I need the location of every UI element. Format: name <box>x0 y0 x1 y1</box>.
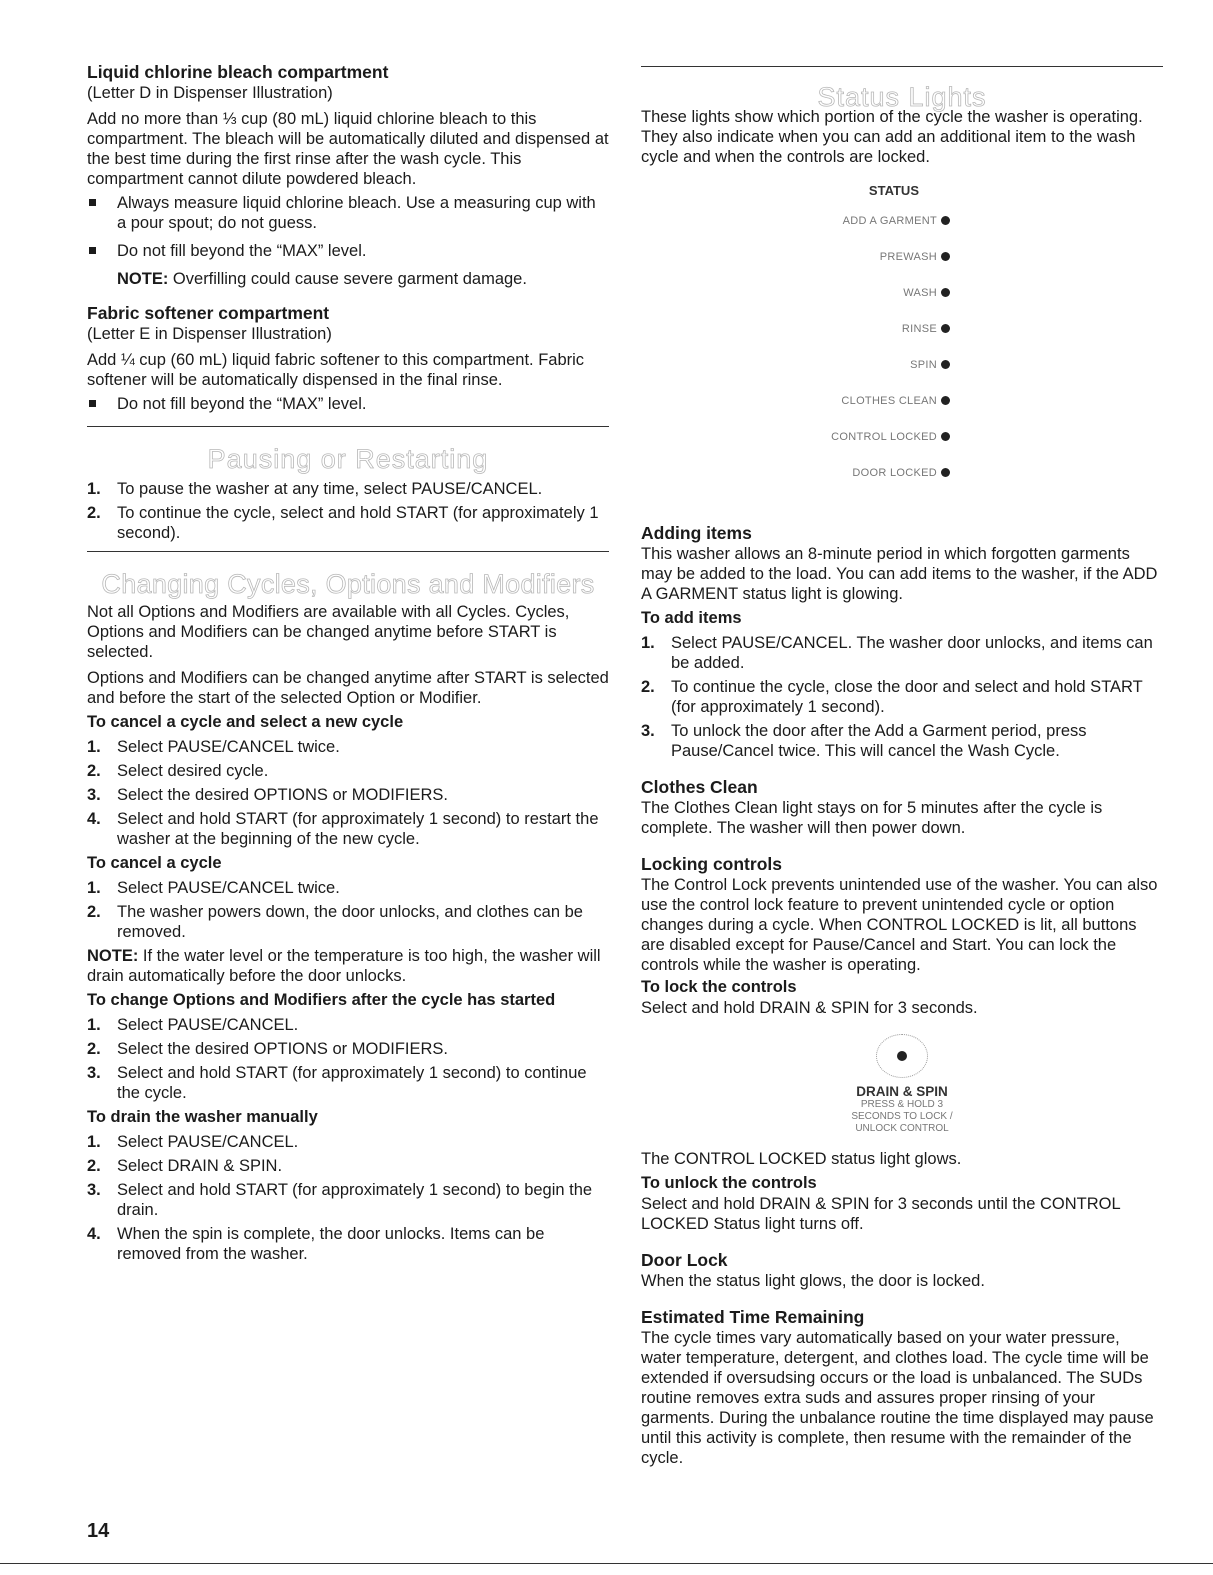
step-text: The washer powers down, the door unlocks, and clothes can be removed. <box>117 903 583 941</box>
status-lights-body: These lights show which portion of the cycle the washer is operating. They also indicate when you can add an additional item to the wash cycle and when the controls are locked. <box>641 108 1143 166</box>
cancel-note <box>87 946 609 986</box>
bullet-square-icon <box>89 199 96 206</box>
lock-controls-subheading: To lock the controls <box>641 978 797 996</box>
step-number: 3. <box>641 722 655 740</box>
status-light-label: RINSE <box>901 323 937 335</box>
bleach-note <box>87 269 609 289</box>
softener-bullet <box>87 394 609 414</box>
status-light-wash <box>903 287 950 299</box>
step-number: 3. <box>87 786 101 804</box>
step-text: Select PAUSE/CANCEL. <box>117 1016 299 1034</box>
step-text: To continue the cycle, select and hold START (for approximately 1 second). <box>117 504 599 542</box>
section-divider <box>87 551 609 552</box>
bullet-text: Do not fill beyond the “MAX” level. <box>117 242 367 260</box>
right-column <box>641 62 1163 1468</box>
indicator-dot-icon <box>897 1051 907 1061</box>
step-number: 4. <box>87 1225 101 1243</box>
cancel-new-heading: To cancel a cycle and select a new cycle <box>87 713 404 731</box>
locking-controls-body: The Control Lock prevents unintended use of the washer. You can also use the control lock feature to prevent unintended cycle or option changes during a cycle. When CONTROL LOCKED is lit, all buttons are disabled except for Pause/Cancel and Start. You can lock the controls while the washer is operating. <box>641 876 1158 974</box>
step-text: Select the desired OPTIONS or MODIFIERS. <box>117 786 449 804</box>
cancel-step <box>87 902 609 942</box>
status-light-spin <box>910 359 950 371</box>
drain-step <box>87 1132 609 1152</box>
status-light-dot-icon <box>941 360 950 369</box>
add-items-step <box>641 633 1163 673</box>
softener-heading: Fabric softener compartment <box>87 303 330 323</box>
status-light-clothes-clean <box>841 395 950 407</box>
step-number: 2. <box>87 504 101 522</box>
clothes-clean-body: The Clothes Clean light stays on for 5 minutes after the cycle is complete. The washer will then power down. <box>641 799 1103 837</box>
bullet-square-icon <box>89 400 96 407</box>
status-light-rinse <box>902 323 950 335</box>
door-lock-body: When the status light glows, the door is locked. <box>641 1272 985 1290</box>
status-light-label: ADD A GARMENT <box>842 215 937 227</box>
step-text: Select PAUSE/CANCEL. The washer door unlocks, and items can be added. <box>671 634 1153 672</box>
note-label: NOTE: <box>87 947 139 965</box>
bleach-heading: Liquid chlorine bleach compartment <box>87 62 389 82</box>
step-text: Select PAUSE/CANCEL. <box>117 1133 299 1151</box>
left-column <box>87 62 609 1264</box>
changing-paragraph: Not all Options and Modifiers are available with all Cycles. Cycles, Options and Modifiers can be changed anytime before START is selected. <box>87 603 570 661</box>
status-light-label: SPIN <box>910 359 937 371</box>
bullet-text: Always measure liquid chlorine bleach. Use a measuring cup with a pour spout; do not guess. <box>117 194 596 232</box>
unlock-controls-subheading: To unlock the controls <box>641 1174 817 1192</box>
changing-paragraph: Options and Modifiers can be changed anytime after START is selected and before the start of the selected Option or Modifier. <box>87 669 609 707</box>
step-text: Select and hold START (for approximately 1 second) to begin the drain. <box>117 1181 593 1219</box>
step-text: Select DRAIN & SPIN. <box>117 1157 283 1175</box>
cancel-new-step <box>87 761 609 781</box>
status-light-dot-icon <box>941 432 950 441</box>
status-light-dot-icon <box>941 468 950 477</box>
drain-step <box>87 1180 609 1220</box>
cancel-new-step <box>87 809 609 849</box>
status-light-control-locked <box>831 431 950 443</box>
page-number: 14 <box>87 1520 110 1542</box>
step-text: Select and hold START (for approximately 1 second) to continue the cycle. <box>117 1064 587 1102</box>
locking-controls-heading: Locking controls <box>641 854 782 874</box>
status-light-dot-icon <box>941 288 950 297</box>
estimated-time-body: The cycle times vary automatically based on your water pressure, water temperature, detergent, and clothes load. The cycle time will be extended if oversudsing occurs or the load is unbalanced. The SUDs routine removes extra suds and assures proper rinsing of your garments. During the unbalance routine the time displayed may pause until this activity is complete, then resume with the remainder of the cycle. <box>641 1329 1154 1467</box>
drain-spin-caption: UNLOCK CONTROL <box>855 1123 949 1134</box>
step-text: Select PAUSE/CANCEL twice. <box>117 879 340 897</box>
footer-divider <box>0 1563 1213 1564</box>
step-text: Select desired cycle. <box>117 762 269 780</box>
status-lights-panel <box>641 183 1163 483</box>
change-options-step <box>87 1039 609 1059</box>
step-number: 1. <box>87 1016 101 1034</box>
note-label: NOTE: <box>117 270 169 288</box>
step-number: 1. <box>87 738 101 756</box>
step-number: 3. <box>87 1064 101 1082</box>
pausing-step <box>87 503 609 543</box>
cancel-step <box>87 878 609 898</box>
drain-spin-caption: PRESS & HOLD 3 <box>860 1099 944 1110</box>
step-number: 1. <box>87 480 101 498</box>
changing-title: Changing Cycles, Options and Modifiers <box>101 569 595 599</box>
bullet-square-icon <box>89 247 96 254</box>
pausing-step <box>87 479 609 499</box>
clothes-clean-heading: Clothes Clean <box>641 777 758 797</box>
bleach-bullet <box>87 241 609 261</box>
change-options-heading: To change Options and Modifiers after the cycle has started <box>87 991 556 1009</box>
change-options-step <box>87 1015 609 1035</box>
status-light-label: WASH <box>903 287 937 299</box>
status-light-prewash <box>880 251 950 263</box>
status-light-label: CONTROL LOCKED <box>831 431 937 443</box>
step-text: Select PAUSE/CANCEL twice. <box>117 738 340 756</box>
bullet-text: Do not fill beyond the “MAX” level. <box>117 395 367 413</box>
softener-body: Add ¼ cup (60 mL) liquid fabric softener to this compartment. Fabric softener will be automatically dispensed in the final rinse. <box>87 351 585 389</box>
bleach-body: Add no more than ⅓ cup (80 mL) liquid chlorine bleach to this compartment. The bleach will be automatically diluted and dispensed at the best time during the first rinse after the wash cycle. This compartment cannot dilute powdered bleach. <box>87 110 609 188</box>
status-light-dot-icon <box>941 216 950 225</box>
adding-items-heading: Adding items <box>641 523 752 543</box>
section-divider <box>641 66 1163 67</box>
adding-items-body: This washer allows an 8-minute period in which forgotten garments may be added to the load. You can add items to the washer, if the ADD A GARMENT status light is glowing. <box>641 545 1158 603</box>
step-number: 2. <box>87 1040 101 1058</box>
add-items-subheading: To add items <box>641 609 742 627</box>
status-panel-heading: STATUS <box>868 183 919 198</box>
estimated-time-heading: Estimated Time Remaining <box>641 1307 865 1327</box>
step-number: 2. <box>641 678 655 696</box>
step-number: 2. <box>87 903 101 921</box>
status-light-add-a-garment <box>843 215 950 227</box>
step-number: 3. <box>87 1181 101 1199</box>
step-text: To pause the washer at any time, select PAUSE/CANCEL. <box>117 480 543 498</box>
bleach-subheading: (Letter D in Dispenser Illustration) <box>87 84 333 102</box>
status-light-dot-icon <box>941 324 950 333</box>
cancel-new-step <box>87 737 609 757</box>
section-divider <box>87 426 609 427</box>
drain-step <box>87 1224 609 1264</box>
cancel-heading: To cancel a cycle <box>87 854 222 872</box>
step-text: To unlock the door after the Add a Garment period, press Pause/Cancel twice. This will cancel the Wash Cycle. <box>671 722 1087 760</box>
status-light-door-locked <box>852 467 950 479</box>
note-text: If the water level or the temperature is too high, the washer will drain automatically before the door unlocks. <box>87 947 601 985</box>
step-number: 1. <box>641 634 655 652</box>
step-text: Select and hold START (for approximately 1 second) to restart the washer at the beginning of the new cycle. <box>117 810 599 848</box>
drain-step <box>87 1156 609 1176</box>
drain-spin-figure <box>641 1034 1163 1135</box>
step-number: 2. <box>87 1157 101 1175</box>
status-light-label: CLOTHES CLEAN <box>841 395 937 407</box>
drain-heading: To drain the washer manually <box>87 1108 318 1126</box>
drain-spin-label: DRAIN & SPIN <box>856 1084 948 1099</box>
status-light-label: PREWASH <box>879 251 937 263</box>
status-light-label: DOOR LOCKED <box>852 467 937 479</box>
change-options-step <box>87 1063 609 1103</box>
step-number: 2. <box>87 762 101 780</box>
softener-subheading: (Letter E in Dispenser Illustration) <box>87 325 332 343</box>
step-text: When the spin is complete, the door unlocks. Items can be removed from the washer. <box>117 1225 545 1263</box>
drain-spin-caption: SECONDS TO LOCK / <box>851 1111 953 1122</box>
status-lights-title: Status Lights <box>817 82 987 112</box>
step-text: Select the desired OPTIONS or MODIFIERS. <box>117 1040 449 1058</box>
cancel-new-step <box>87 785 609 805</box>
control-locked-glow-text: The CONTROL LOCKED status light glows. <box>641 1150 962 1168</box>
step-number: 1. <box>87 879 101 897</box>
lock-controls-body: Select and hold DRAIN & SPIN for 3 seconds. <box>641 999 978 1017</box>
unlock-controls-body: Select and hold DRAIN & SPIN for 3 seconds until the CONTROL LOCKED Status light turns off. <box>641 1195 1121 1233</box>
bleach-bullet <box>87 193 609 233</box>
pausing-title: Pausing or Restarting <box>207 444 489 474</box>
step-number: 1. <box>87 1133 101 1151</box>
status-light-dot-icon <box>941 396 950 405</box>
drain-spin-button-icon <box>876 1034 928 1078</box>
status-light-dot-icon <box>941 252 950 261</box>
note-text: Overfilling could cause severe garment damage. <box>168 270 527 288</box>
door-lock-heading: Door Lock <box>641 1250 728 1270</box>
step-text: To continue the cycle, close the door and select and hold START (for approximately 1 second). <box>671 678 1143 716</box>
step-number: 4. <box>87 810 101 828</box>
add-items-step <box>641 677 1163 717</box>
add-items-step <box>641 721 1163 761</box>
